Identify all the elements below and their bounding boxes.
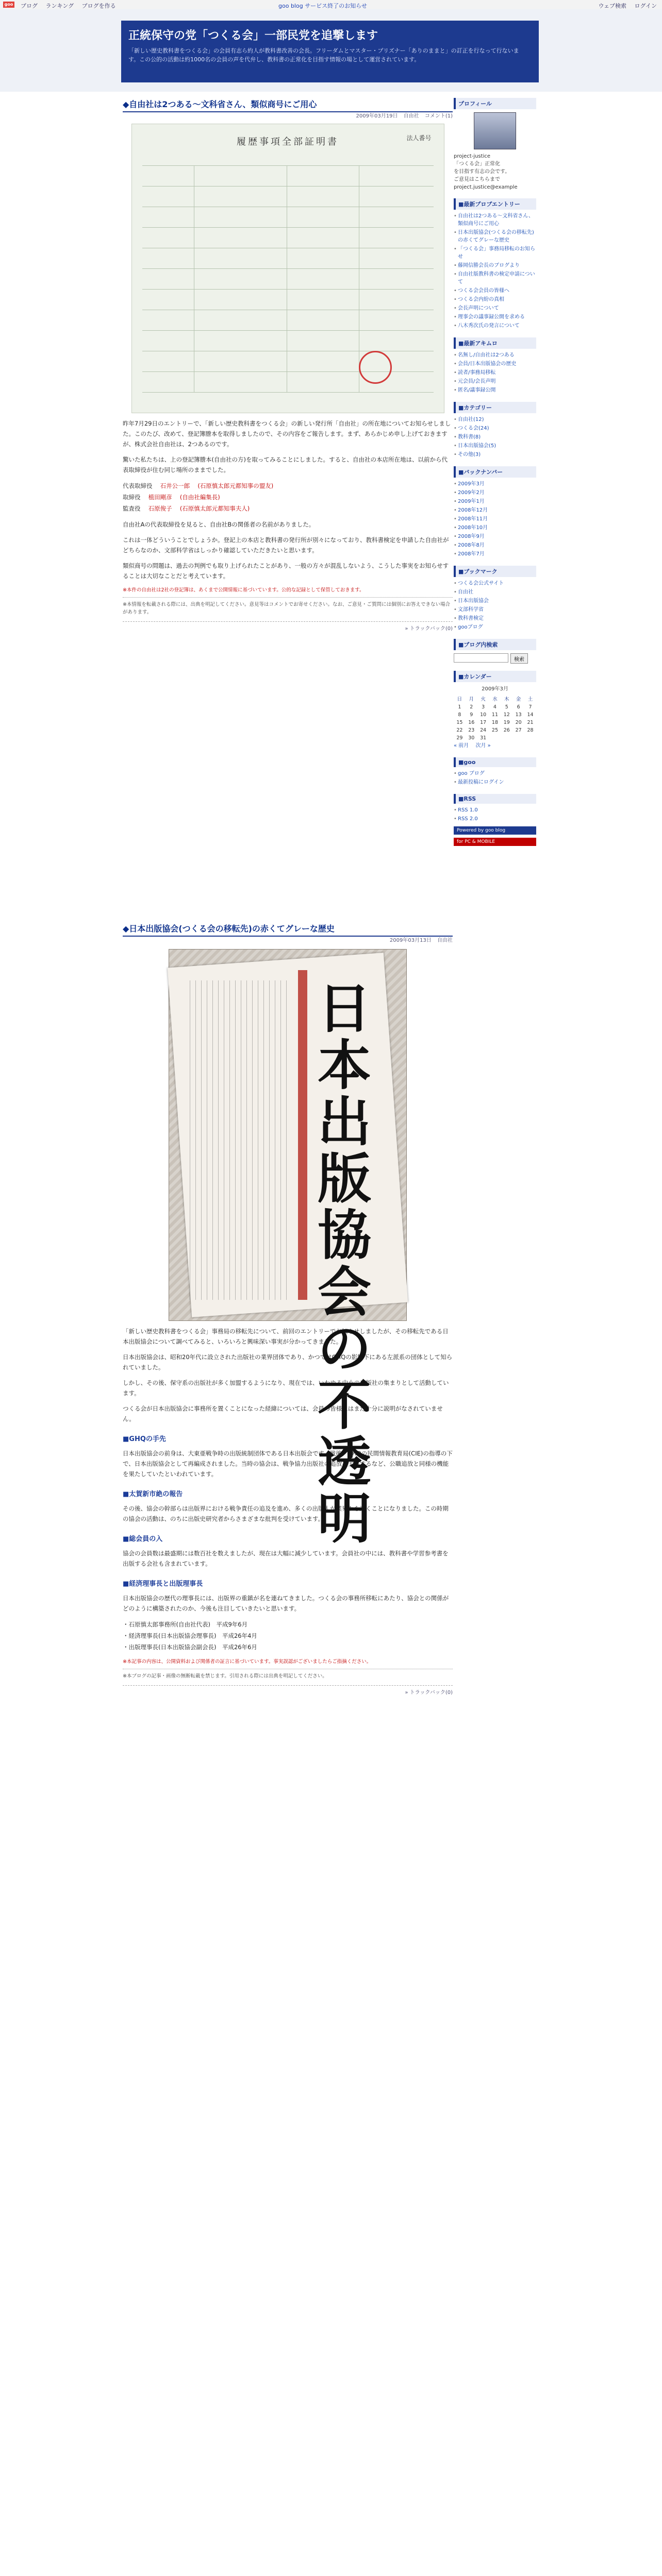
calendar-week — [454, 703, 536, 711]
post-date: 2009年03月13日 — [389, 938, 432, 943]
officer-row — [123, 480, 453, 492]
profile-box — [454, 98, 536, 191]
gray-notice: ※本ブログの記事・画像の無断転載を禁じます。引用される際には出典を明記してください。 — [123, 1669, 453, 1680]
calendar-week — [454, 719, 536, 726]
archive-link[interactable]: • 2009年2月 — [454, 488, 536, 497]
mobile-badge[interactable]: for PC & MOBILE — [454, 838, 536, 846]
trackback-link[interactable]: » トラックバック(0) — [123, 621, 453, 633]
list-item: ・石原慎太郎事務所(自由社代表) 平成9年6月 — [123, 1621, 248, 1628]
rss-link[interactable]: • RSS 1.0 — [454, 806, 536, 815]
magazine-red-stripe — [298, 970, 307, 1300]
calendar-day[interactable]: 20 — [515, 720, 522, 725]
weekday: 月 — [469, 697, 474, 702]
post-paragraph: 類似商号の問題は、過去の判例でも取り上げられたことがあり、一般の方々が混乱しないよう、こうした事実をお知らせすることは大切なことだと考えています。 — [123, 562, 449, 580]
top-nav-ranking[interactable]: ランキング — [45, 3, 74, 9]
chairman-list — [123, 1619, 453, 1653]
calendar-title: ■カレンダー — [454, 671, 536, 682]
post-paragraph: 自由社Aの代表取締役を見ると、自由社Bの関係者の名前がありました。 — [123, 521, 315, 528]
calendar-nav — [454, 742, 536, 750]
rss-link[interactable]: • RSS 2.0 — [454, 815, 536, 823]
category-link[interactable]: • つくる会(24) — [454, 424, 536, 433]
category-link[interactable]: • 日本出版協会(5) — [454, 442, 536, 450]
recent-entries-list — [454, 212, 536, 330]
document-corner-label: 法人番号 — [406, 134, 432, 142]
officer-note: (自由社編集長) — [179, 494, 220, 501]
calendar-day[interactable]: 8 — [458, 712, 461, 718]
officer-name: 植田剛彦 — [148, 494, 172, 501]
weekday: 火 — [481, 697, 486, 702]
calendar-day[interactable]: 23 — [468, 727, 475, 733]
rss-box — [454, 794, 536, 846]
calendar-grid — [454, 694, 536, 742]
calendar-day[interactable]: 27 — [515, 727, 522, 733]
calendar-day[interactable]: 11 — [491, 712, 498, 718]
officer-row — [123, 503, 453, 514]
profile-line: 「つくる会」正常化 — [454, 161, 500, 167]
magazine-headline: 日本出版協会の不透明 — [317, 977, 371, 1550]
calendar-day — [501, 734, 512, 742]
post-category-link[interactable]: 自由社 — [437, 938, 453, 943]
weekday: 日 — [457, 697, 462, 702]
section-heading: ■GHQの手先 — [123, 1435, 166, 1443]
section-heading: ■経済理事長と出版理事長 — [123, 1580, 203, 1588]
service-notice-link[interactable]: goo blog サービス終了のお知らせ — [278, 3, 367, 9]
calendar-day — [512, 734, 524, 742]
calendar-day[interactable]: 7 — [528, 704, 532, 710]
weekday: 木 — [504, 697, 509, 702]
recent-entry-link[interactable]: • 理事会の議事録公開を求める — [454, 313, 536, 321]
post-2 — [123, 922, 453, 1697]
post-date: 2009年03月19日 — [356, 113, 398, 119]
bookmark-link[interactable]: • 文部科学省 — [454, 605, 536, 614]
categories-list — [454, 415, 536, 459]
bookmark-link[interactable]: • 日本出版協会 — [454, 597, 536, 605]
search-button[interactable]: 検索 — [510, 653, 528, 664]
blog-header — [121, 21, 539, 82]
archive-link[interactable]: • 2008年9月 — [454, 532, 536, 541]
recent-entry-link[interactable]: • 自由社版教科書の検定申請について — [454, 270, 536, 286]
bookmark-link[interactable]: • 自由社 — [454, 588, 536, 597]
web-search-link[interactable]: ウェブ検索 — [598, 3, 627, 9]
goo-box — [454, 757, 536, 787]
calendar-prev-link[interactable]: « 前月 — [454, 743, 469, 749]
post-title[interactable]: ◆日本出版協会(つくる会の移転先)の赤くてグレーな歴史 — [123, 922, 453, 937]
calendar-day[interactable]: 13 — [515, 712, 522, 718]
goo-login-link[interactable]: • 最新投稿にログイン — [454, 778, 536, 787]
calendar-day — [489, 734, 501, 742]
rss-list — [454, 806, 536, 823]
calendar-day[interactable]: 12 — [503, 712, 510, 718]
officer-role: 取締役 — [123, 494, 141, 501]
bookmark-link[interactable]: • つくる会公式サイト — [454, 579, 536, 588]
list-item: ・出版理事長(日本出版協会副会長) 平成26年6月 — [123, 1643, 257, 1651]
calendar-day[interactable]: 29 — [456, 735, 463, 741]
goo-title: ■goo — [454, 757, 536, 767]
gray-notice: ※本情報を転載される際には、出典を明記してください。意見等はコメントでお寄せください。なお、ご意見・ご質問には個別にお答えできない場合があります。 — [123, 597, 453, 616]
comment-link[interactable]: • 読者/事務局移転 — [454, 368, 536, 377]
calendar-day[interactable]: 3 — [482, 704, 485, 710]
recent-entry-link[interactable]: • 「つくる会」事務局移転のお知らせ — [454, 245, 536, 261]
comment-link[interactable]: • 会員/日本出版協会の歴史 — [454, 360, 536, 368]
post-paragraph: 「新しい歴史教科書をつくる会」事務局の移転先について、前回のエントリーでお知らせしましたが、その移転先である日本出版協会について調べてみると、いろいろと興味深い事実が分かってきました。 — [123, 1328, 449, 1345]
post-comments-link[interactable]: コメント(1) — [424, 113, 453, 119]
calendar-day[interactable]: 4 — [493, 704, 496, 710]
recent-entry-link[interactable]: • 自由社は2つある～文科省さん、類似商号にご用心 — [454, 212, 536, 228]
calendar-day — [524, 734, 536, 742]
section-text: 協会の会員数は最盛期には数百社を数えましたが、現在は大幅に減少しています。会員社の中には、教科書や学習参考書を出版する会社も含まれています。 — [123, 1550, 449, 1567]
calendar-day[interactable]: 18 — [491, 720, 498, 725]
archive-link[interactable]: • 2008年11月 — [454, 515, 536, 523]
officer-row — [123, 492, 453, 503]
comments-title: ■最新アキムロ — [454, 337, 536, 349]
calendar-week — [454, 734, 536, 742]
section-heading: ■太賀新市絶の報告 — [123, 1490, 183, 1498]
archives-box — [454, 466, 536, 558]
post-paragraph: しかし、その後、保守系の出版社が多く加盟するようになり、現在では、いわゆる中小の出版社の集まりとして活動しています。 — [123, 1379, 449, 1397]
post-paragraph: つくる会が日本出版協会に事務所を置くことになった経緯については、会員の皆様にはまだ十分に説明がなされていません。 — [123, 1405, 443, 1422]
calendar-day[interactable]: 10 — [480, 712, 487, 718]
officer-note: (石原慎太郎元都知事の盟友) — [197, 482, 274, 489]
top-bar — [0, 0, 662, 10]
section-text: その後、協会の幹部らは出版界における戦争責任の追及を進め、多くの出版人が業界から退くことになりました。この時期の協会の活動は、のちに出版史研究者からさまざまな批判を受けています。 — [123, 1505, 449, 1522]
officer-list — [123, 480, 453, 514]
search-box — [454, 639, 536, 664]
search-input[interactable] — [454, 653, 508, 663]
archive-link[interactable]: • 2009年3月 — [454, 480, 536, 488]
calendar-week — [454, 726, 536, 734]
calendar-day[interactable]: 16 — [468, 720, 475, 725]
officer-role: 監査役 — [123, 505, 141, 512]
bookmark-link[interactable]: • 教科書検定 — [454, 614, 536, 623]
officer-name: 石井公一郎 — [160, 482, 190, 489]
calendar-day[interactable]: 1 — [458, 704, 461, 710]
rss-title: ■RSS — [454, 794, 536, 804]
profile-title: プロフィール — [454, 98, 536, 109]
recent-entry-link[interactable]: • 会長声明について — [454, 304, 536, 313]
magazine-text-columns — [190, 980, 288, 1300]
category-link[interactable]: • その他(3) — [454, 450, 536, 459]
profile-name[interactable]: project-justice — [454, 154, 490, 159]
search-title: ■ブログ内検索 — [454, 639, 536, 650]
section-heading: ■総会員の入 — [123, 1535, 163, 1543]
goo-blog-link[interactable]: • goo ブログ — [454, 769, 536, 778]
archive-link[interactable]: • 2008年12月 — [454, 506, 536, 515]
top-nav-create[interactable]: ブログを作る — [81, 3, 116, 9]
login-link[interactable]: ログイン — [634, 3, 657, 9]
officer-role: 代表取締役 — [123, 482, 153, 489]
bookmarks-list — [454, 579, 536, 632]
calendar-day[interactable]: 17 — [480, 720, 487, 725]
blog-description: 「新しい歴史教科書をつくる会」の会員有志ら約人が教科書改善の会長。フリーダムとマスター・プリズナー「ありのままと」の訂正を行なって行ないます。この公的の活動は約1000名の会員の声を代弁し、教科書の正常化を目指す情報の場として運営されています。 — [128, 47, 519, 63]
top-nav — [21, 2, 122, 10]
recent-entry-link[interactable]: • 日本出版協会(つくる会の移転先)の赤くてグレーな歴史 — [454, 228, 536, 245]
category-link[interactable]: • 教科書(8) — [454, 433, 536, 442]
registry-document-image — [131, 124, 444, 413]
calendar-week — [454, 711, 536, 719]
post-paragraph: 日本出版協会は、昭和20年代に設立された出版社の業界団体であり、かつてはGHQの影響下にある左派系の団体として知られていました。 — [123, 1353, 453, 1371]
calendar-day[interactable]: 14 — [527, 712, 534, 718]
section-text: 日本出版協会の歴代の理事長には、出版界の重鎮が名を連ねてきました。つくる会の事務所移転にあたり、協会との関係がどのように構築されたのか、今後も注目していきたいと思います。 — [123, 1595, 449, 1612]
calendar-next-link[interactable]: 次月 » — [475, 743, 491, 749]
profile-line: ご意見はこちらまで — [454, 177, 500, 182]
recent-entries-title: ■最新プロブエントリー — [454, 198, 536, 210]
bookmarks-box — [454, 566, 536, 632]
comment-link[interactable]: • 名無し/自由社は2つある — [454, 351, 536, 360]
bookmark-link[interactable]: • gooブログ — [454, 623, 536, 632]
recent-entry-link[interactable]: • 八木秀次氏の発言について — [454, 321, 536, 330]
calendar-day[interactable]: 31 — [480, 735, 487, 741]
archive-link[interactable]: • 2008年10月 — [454, 523, 536, 532]
post-paragraph: これは一体どういうことでしょうか。登記上の本店と教科書の発行所が別々になっており、教科書検定を申請した自由社がどちらなのか、文部科学省はしっかり確認していただきたいと思います。 — [123, 536, 449, 554]
trackback-link[interactable]: » トラックバック(0) — [123, 1685, 453, 1697]
comment-link[interactable]: • 匿名/議事録公開 — [454, 386, 536, 395]
calendar-day[interactable]: 28 — [527, 727, 534, 733]
section-text: 日本出版協会の前身は、大東亜戦争時の出版統制団体である日本出版会です。戦後、GHQの民間情報教育局(CIE)の指導の下で、日本出版協会として再編成されました。当時の協会は、戦争協力出版社の追放を主導するなど、公職追放と同様の機能を果たしていたといわれています。 — [123, 1450, 453, 1478]
red-notice: ※本記事の内容は、公開資料および関係者の証言に基づいています。事実誤認がございましたらご指摘ください。 — [123, 1659, 372, 1665]
weekday: 水 — [492, 697, 498, 702]
top-nav-blog[interactable]: ブログ — [21, 3, 38, 9]
bookmarks-title: ■ブックマーク — [454, 566, 536, 577]
avatar — [474, 112, 516, 149]
archive-link[interactable]: • 2009年1月 — [454, 497, 536, 506]
calendar-day[interactable]: 9 — [470, 712, 473, 718]
calendar-day[interactable]: 15 — [456, 720, 463, 725]
calendar-day[interactable]: 19 — [503, 720, 510, 725]
sidebar — [454, 98, 536, 2576]
calendar-day[interactable]: 26 — [503, 727, 510, 733]
profile-email-link[interactable]: project.justice@example — [454, 184, 518, 190]
categories-title: ■カテゴリー — [454, 402, 536, 413]
goo-logo-icon[interactable]: goo — [3, 2, 14, 8]
blog-title[interactable]: 正統保守の党「つくる会」一部民党を追撃します — [128, 29, 378, 42]
post-paragraph: 昨年7月29日のエントリーで、「新しい歴史教科書をつくる会」の新しい発行所「自由社」の所在地についてお知らせしました。このたび、改めて、登記簿謄本を取得しましたので、その内容をご報告します。まず、あらかじめ申し上げておきますが、株式会社自由社は、2つあるのです。 — [123, 420, 451, 448]
profile-line: を目指す有志の会です。 — [454, 169, 510, 175]
post-meta — [123, 112, 453, 121]
list-item: ・経済理事長(日本出版協会理事長) 平成26年4月 — [123, 1632, 257, 1639]
powered-by-badge[interactable]: Powered by goo blog — [454, 826, 536, 835]
seal-stamp-icon — [359, 351, 392, 384]
calendar-day[interactable]: 2 — [470, 704, 473, 710]
post-title[interactable]: ◆自由社は2つある～文科省さん、類似商号にご用心 — [123, 98, 453, 112]
calendar-day[interactable]: 25 — [491, 727, 498, 733]
archive-link[interactable]: • 2008年7月 — [454, 550, 536, 558]
calendar-day[interactable]: 24 — [480, 727, 487, 733]
weekday: 土 — [527, 697, 533, 702]
comments-list — [454, 351, 536, 395]
recent-entries-box — [454, 198, 536, 330]
post-meta — [123, 937, 453, 945]
archive-link[interactable]: • 2008年8月 — [454, 541, 536, 550]
post-paragraph: 驚いた私たちは、上の登記簿謄本(自由社の方)を取ってみることにしました。すると、自由社の本店所在地は、以前から代表取締役が住む同じ場所のままでした。 — [123, 456, 448, 473]
calendar-month: 2009年3月 — [482, 686, 508, 692]
archives-title: ■バックナンバー — [454, 466, 536, 478]
post-category-link[interactable]: 自由社 — [403, 113, 419, 119]
goo-list — [454, 769, 536, 787]
calendar-box — [454, 671, 536, 750]
calendar-day[interactable]: 22 — [456, 727, 463, 733]
calendar-weekdays — [454, 694, 536, 703]
recent-entry-link[interactable]: • つくる会会員の皆様へ — [454, 286, 536, 295]
officer-note: (石原慎太郎元都知事夫人) — [179, 505, 250, 512]
officer-name: 石原俊子 — [148, 505, 172, 512]
document-title: 履歴事項全部証明書 — [237, 137, 339, 147]
red-notice: ※本件の自由社は2社の登記簿は、あくまで公開情報に基づいています。公的な記録として保管しておきます。 — [123, 587, 365, 593]
calendar-day[interactable]: 21 — [527, 720, 534, 725]
calendar-day[interactable]: 5 — [505, 704, 508, 710]
search-row — [454, 653, 536, 664]
top-right-links — [592, 2, 657, 10]
comment-link[interactable]: • 元会員/会長声明 — [454, 377, 536, 386]
calendar-day[interactable]: 30 — [468, 735, 475, 741]
categories-box — [454, 402, 536, 459]
comments-box — [454, 337, 536, 395]
archives-list — [454, 480, 536, 558]
recent-entry-link[interactable]: • 藤岡信勝会長のブログより — [454, 261, 536, 270]
post-1 — [123, 98, 453, 633]
recent-entry-link[interactable]: • つくる会内紛の真相 — [454, 295, 536, 304]
weekday: 金 — [516, 697, 521, 702]
main-column — [123, 98, 453, 2576]
calendar-day[interactable]: 6 — [517, 704, 520, 710]
category-link[interactable]: • 自由社(12) — [454, 415, 536, 424]
